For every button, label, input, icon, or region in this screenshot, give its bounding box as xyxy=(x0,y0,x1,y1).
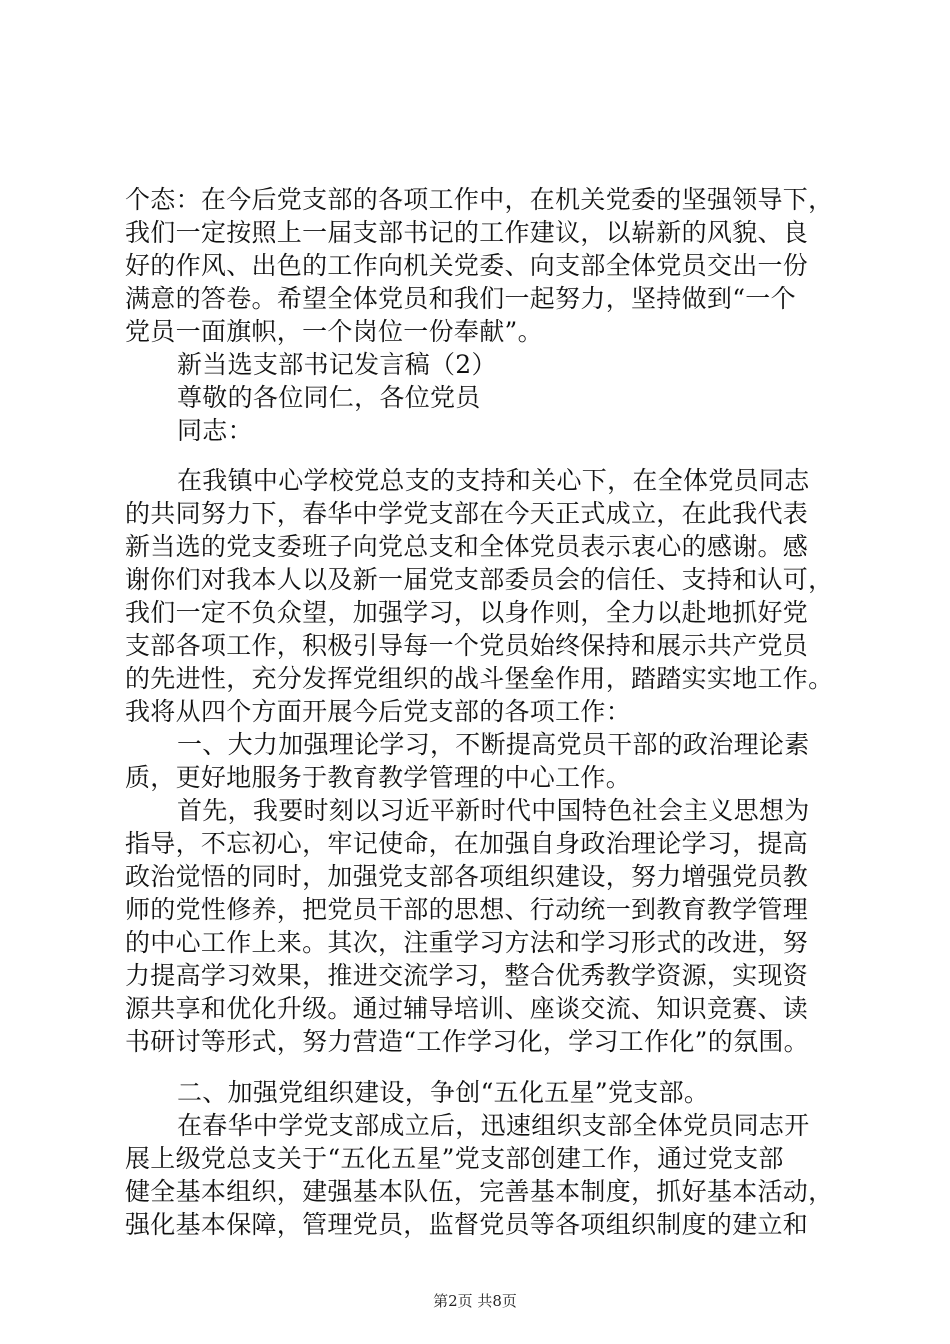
body-line: 新当选的党支委班子向党总支和全体党员表示衷心的感谢。感 xyxy=(125,532,809,561)
body-line: 源共享和优化升级。通过辅导培训、座谈交流、知识竞赛、读 xyxy=(125,994,809,1023)
heading-line: 二、加强党组织建设，争创“五化五星”党支部。 xyxy=(177,1078,710,1107)
body-line: 的先进性，充分发挥党组织的战斗堡垒作用，踏踏实实地工作。 xyxy=(125,664,834,693)
section-title: 新当选支部书记发言稿（2） xyxy=(177,350,497,379)
body-line: 书研讨等形式，努力营造“工作学习化，学习工作化”的氛围。 xyxy=(125,1027,809,1056)
body-line: 支部各项工作，积极引导每一个党员始终保持和展示共产党员 xyxy=(125,631,809,660)
body-line: 我们一定按照上一届支部书记的工作建议，以崭新的风貌、良 xyxy=(125,218,809,247)
page-number-footer: 第2页 共8页 xyxy=(433,1292,517,1310)
body-line: 谢你们对我本人以及新一届党支部委员会的信任、支持和认可， xyxy=(125,565,834,594)
body-line: 我将从四个方面开展今后党支部的各项工作： xyxy=(125,697,632,726)
body-line: 党员一面旗帜，一个岗位一份奉献”。 xyxy=(125,317,543,346)
body-line: 展上级党总支关于“五化五星”党支部创建工作，通过党支部 xyxy=(125,1144,784,1173)
body-line: 力提高学习效果，推进交流学习，整合优秀教学资源，实现资 xyxy=(125,961,809,990)
body-line: 政治觉悟的同时，加强党支部各项组织建设，努力增强党员教 xyxy=(125,862,809,891)
body-line: 满意的答卷。希望全体党员和我们一起努力，坚持做到“一个 xyxy=(125,284,796,313)
body-line: 的共同努力下，春华中学党支部在今天正式成立，在此我代表 xyxy=(125,499,809,528)
body-line: 在我镇中心学校党总支的支持和关心下，在全体党员同志 xyxy=(177,466,810,495)
body-line: 的中心工作上来。其次，注重学习方法和学习形式的改进，努 xyxy=(125,928,809,957)
body-line: 师的党性修养，把党员干部的思想、行动统一到教育教学管理 xyxy=(125,895,809,924)
body-line: 我们一定不负众望，加强学习，以身作则，全力以赴地抓好党 xyxy=(125,598,809,627)
salutation-line: 同志： xyxy=(177,416,253,445)
body-line: 好的作风、出色的工作向机关党委、向支部全体党员交出一份 xyxy=(125,251,809,280)
body-line: 健全基本组织，建强基本队伍，完善基本制度，抓好基本活动， xyxy=(125,1177,834,1206)
heading-line: 质，更好地服务于教育教学管理的中心工作。 xyxy=(125,763,632,792)
body-line: 指导，不忘初心，牢记使命，在加强自身政治理论学习，提高 xyxy=(125,829,809,858)
body-line: 首先，我要时刻以习近平新时代中国特色社会主义思想为 xyxy=(177,796,810,825)
body-line: 在春华中学党支部成立后，迅速组织支部全体党员同志开 xyxy=(177,1111,810,1140)
body-line: 强化基本保障，管理党员，监督党员等各项组织制度的建立和 xyxy=(125,1210,809,1239)
salutation-line: 尊敬的各位同仁，各位党员 xyxy=(177,383,481,412)
heading-line: 一、大力加强理论学习，不断提高党员干部的政治理论素 xyxy=(177,730,810,759)
body-line: 个态：在今后党支部的各项工作中，在机关党委的坚强领导下， xyxy=(125,185,834,214)
